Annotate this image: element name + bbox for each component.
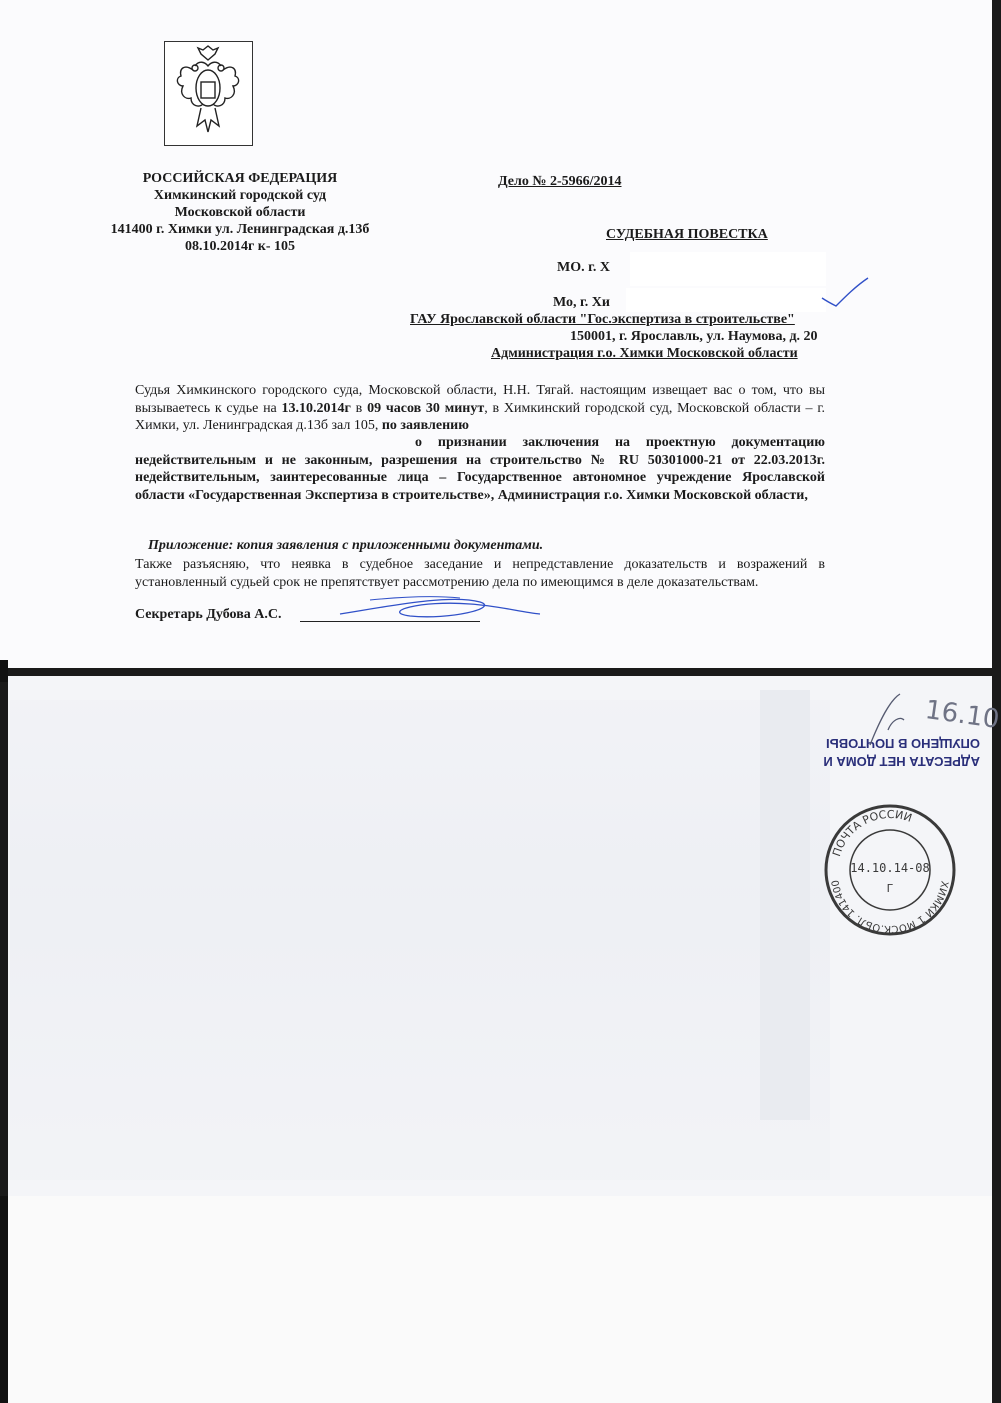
secretary-signature-label: Секретарь Дубова А.С. [135, 607, 282, 622]
attachment-note: Приложение: копия заявления с приложенными документами. [148, 538, 544, 553]
scan-edge [0, 660, 8, 682]
handwritten-signature [330, 590, 550, 630]
envelope-crease [10, 700, 830, 1180]
claim-paragraph: о признании заключения на проектную документацию недействительным и не законным, разрешения на строительство № RU 50301000-21 от 22.03.2013г. недействительным, заинтересованные лица – Государственное автономное учреждение Ярославской области «Государственная Экспертиза в строительстве», Администрация г.о. Химки Московской области, [135, 435, 825, 503]
scan-margin [0, 1196, 992, 1403]
postmark-date: 14.10.14-08 [850, 861, 930, 875]
postmark-bottom-text: ХИМКИ 1 МОСК.ОБЛ. 141400 [830, 879, 950, 935]
by-statement: по заявлению [381, 418, 469, 433]
case-number: Дело № 2-5966/2014 [498, 174, 622, 189]
postmark-circle-icon [820, 800, 960, 940]
handwritten-date: 16.10 [923, 694, 1001, 736]
double-headed-eagle-icon [165, 42, 252, 145]
hearing-time: 09 часов 30 минут [367, 400, 485, 416]
handwritten-mark [860, 690, 910, 750]
postmark-letter: Г [886, 882, 894, 895]
court-region: Московской области [174, 205, 306, 220]
country-name: РОССИЙСКАЯ ФЕДЕРАЦИЯ [142, 171, 338, 186]
recipient-1: МО. г. Х [557, 260, 610, 275]
recipient-4: 150001, г. Ярославль, ул. Наумова, д. 20 [570, 329, 818, 344]
hearing-date: 13.10.2014г [281, 400, 351, 416]
stamp-text: ОПУЩЕНО В ПОЧТОВЫ [825, 736, 980, 751]
summons-text: Судья Химкинского городского суда, Московской области, Н.Н. Тягай. настоящим извещает вас о том, что вы вызываетесь к судье на [135, 383, 825, 416]
redaction [630, 252, 826, 286]
scan-edge-bottom [0, 1196, 8, 1403]
postmark-top-text: ПОЧТА РОССИИ [830, 807, 914, 859]
issue-date: 08.10.2014г к- 105 [184, 239, 296, 254]
document-title: СУДЕБНАЯ ПОВЕСТКА [606, 227, 768, 242]
recipient-2: Мо, г. Хи [553, 295, 610, 310]
svg-text:ПОЧТА РОССИИ [830, 808, 914, 858]
court-name: Химкинский городской суд [153, 188, 327, 203]
coat-of-arms-emblem [164, 41, 253, 146]
redaction [626, 288, 826, 312]
summons-paragraph [135, 382, 825, 435]
court-address: 141400 г. Химки ул. Ленинградская д.13б [110, 222, 370, 237]
checkmark-icon [820, 276, 870, 308]
recipient-5: Администрация г.о. Химки Московской области [491, 346, 798, 361]
recipient-3: ГАУ Ярославской области "Гос.экспертиза в строительстве" [410, 312, 795, 327]
postmark-stamp [820, 800, 960, 940]
summons-text: , в Химкинский городской суд, Московской области – г. Химки, ул. Ленинградская д.13б зал 105, [135, 400, 825, 433]
explanation-paragraph: Также разъясняю, что неявка в судебное заседание и непредставление доказательств и возражений в установленный судьей срок не препятствует рассмотрению дела по имеющимся в деле доказательствам. [135, 557, 825, 590]
summons-text: в [350, 400, 368, 416]
stamp-text: АДРЕСАТА НЕТ ДОМА И [823, 754, 980, 769]
